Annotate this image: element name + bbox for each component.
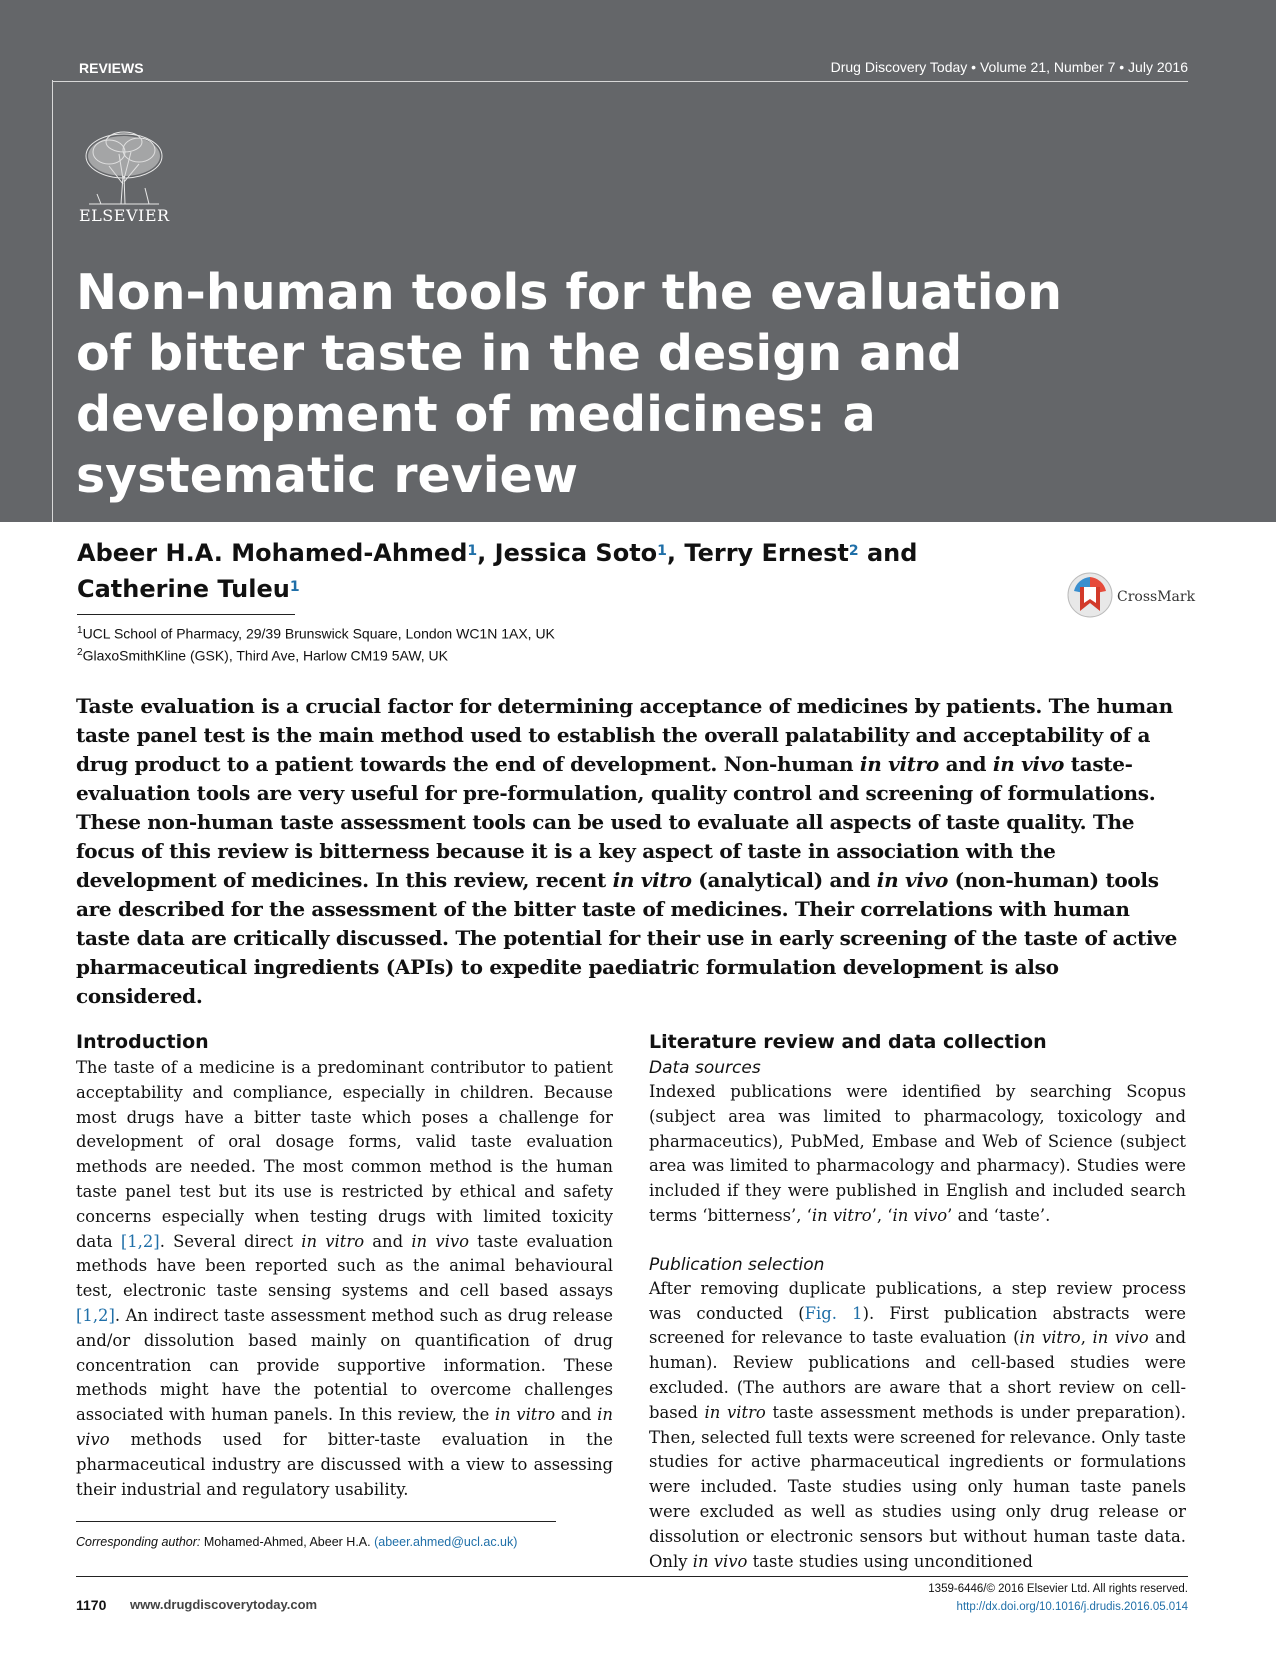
affiliation-text: UCL School of Pharmacy, 29/39 Brunswick Square, London WC1N 1AX, UK	[82, 625, 555, 642]
citation-link[interactable]: [1,2]	[120, 1231, 160, 1251]
author-name: Terry Ernest	[684, 539, 849, 567]
affiliation-text: GlaxoSmithKline (GSK), Third Ave, Harlow CM19 5AW, UK	[82, 647, 448, 664]
author-name: Abeer H.A. Mohamed-Ahmed	[77, 539, 468, 567]
subheading-publication-selection: Publication selection	[649, 1254, 825, 1275]
abstract: Taste evaluation is a crucial factor for determining acceptance of medicines by patients. The human taste panel test is the main method used to establish the overall palatability and acceptability of a drug product to a patient towards the end of development. Non-human in vitro and in vivo taste-evaluation tools are very useful for pre-formulation, quality control and screening of formulations. These non-human taste assessment tools can be used to evaluate all aspects of taste quality. The focus of this review is bitterness because it is a key aspect of taste in association with the development of medicines. In this review, recent in vitro (analytical) and in vivo (non-human) tools are described for the assessment of the bitter taste of medicines. Their correlations with human taste data are critically discussed. The potential for their use in early screening of the taste of active pharmaceutical ingredients (APIs) to expedite paediatric formulation development is also considered.	[76, 694, 1178, 1008]
left-column	[76, 1030, 613, 1502]
journal-website[interactable]: www.drugdiscoverytoday.com	[130, 1597, 318, 1612]
data-sources-paragraph: Indexed publications were identified by searching Scopus (subject area was limited to pharmacology, toxicology and pharmaceutics), PubMed, Embase and Web of Science (subject area was limited to pharmacology and pharmacy). Studies were included if they were published in English and included search terms ‘bitterness’, ‘in vitro’, ‘in vivo’ and ‘taste’.	[649, 1082, 1186, 1225]
journal-info: Drug Discovery Today • Volume 21, Number 7 • July 2016	[830, 59, 1188, 75]
figure-link[interactable]: Fig. 1	[804, 1303, 863, 1323]
author-separator: and	[866, 539, 918, 567]
side-label-prefix: Reviews	[15, 630, 30, 680]
author-email-link[interactable]: (abeer.ahmed@ucl.ac.uk)	[374, 1535, 518, 1549]
affiliation-ref[interactable]: 1	[467, 543, 478, 559]
side-label-emphasis: POST SCREEN	[15, 683, 30, 777]
affiliation-ref[interactable]: 2	[848, 543, 859, 559]
left-rule	[52, 80, 53, 522]
affiliation-rule	[77, 614, 295, 615]
publication-selection-paragraph: After removing duplicate publications, a step review process was conducted (Fig. 1). First publication abstracts were screened for relevance to taste evaluation (in vitro, in vivo and human). Review publications and cell-based studies were excluded. (The authors are aware that a short review on cell-based in vitro taste assessment methods is under preparation). Then, selected full texts were screened for relevance. Only taste studies for active pharmaceutical ingredients or formulations were included. Taste studies using only human taste panels were excluded as well as studies using only drug release or dissolution or electronic sensors but without human taste data. Only in vivo taste studies using unconditioned	[649, 1278, 1187, 1571]
doi-link[interactable]: http://dx.doi.org/10.1016/j.drudis.2016.05.014	[956, 1601, 1188, 1613]
section-heading-literature-review: Literature review and data collection	[649, 1031, 1047, 1053]
author-name: Catherine Tuleu	[77, 575, 290, 603]
publisher-name: ELSEVIER	[79, 206, 170, 225]
section-label: REVIEWS	[79, 60, 144, 76]
footnote-rule	[76, 1521, 556, 1522]
affiliation-ref[interactable]: 1	[657, 543, 667, 559]
corresponding-author	[76, 1535, 517, 1549]
author-name: Jessica Soto	[494, 539, 658, 567]
citation-link[interactable]: [1,2]	[76, 1305, 115, 1325]
affiliation-1	[77, 625, 555, 642]
side-section-label	[8, 300, 38, 777]
side-label-bullet: •	[15, 679, 30, 684]
article-title: Non-human tools for the evaluation of bitter taste in the design and development of medicines: a systematic review	[76, 264, 1063, 504]
introduction-paragraph: The taste of a medicine is a predominant contributor to patient acceptability and compliance, especially in children. Because most drugs have a bitter taste which poses a challenge for development of oral dosage forms, valid taste evaluation methods are needed. The most common method is the human taste panel test but its use is restricted by ethical and safety concerns especially when testing drugs with limited toxicity data [1,2]. Several direct in vitro and in vivo taste evaluation methods have been reported such as the animal behavioural test, electronic taste sensing systems and cell based assays [1,2]. An indirect taste assessment method such as drug release and/or dissolution based mainly on quantification of drug concentration can provide supportive information. These methods might have the potential to overcome challenges associated with human panels. In this review, the in vitro and in vivo methods used for bitter-taste evaluation in the pharmaceutical industry are discussed with a view to assessing their industrial and regulatory usability.	[76, 1058, 613, 1499]
affiliation-2	[77, 647, 448, 664]
crossmark-label[interactable]: CrossMark	[1117, 589, 1196, 605]
author-list	[77, 535, 977, 607]
page-number: 1170	[76, 1597, 107, 1613]
copyright-notice: 1359-6446/© 2016 Elsevier Ltd. All rights reserved.	[928, 1583, 1188, 1595]
crossmark-icon[interactable]	[1066, 571, 1114, 619]
corresponding-author-name: Mohamed-Ahmed, Abeer H.A.	[200, 1535, 375, 1549]
subheading-data-sources: Data sources	[649, 1058, 761, 1078]
affiliation-ref[interactable]: 1	[289, 579, 300, 595]
author-separator: ,	[666, 539, 677, 567]
affiliation-number: 1	[77, 625, 83, 636]
section-heading-introduction: Introduction	[76, 1031, 209, 1053]
corresponding-author-label: Corresponding author:	[76, 1535, 201, 1549]
footer-rule	[76, 1576, 1188, 1577]
author-separator: ,	[477, 539, 487, 567]
header-rule	[52, 81, 1188, 82]
affiliation-number: 2	[77, 647, 83, 658]
right-column	[649, 1030, 1186, 1574]
